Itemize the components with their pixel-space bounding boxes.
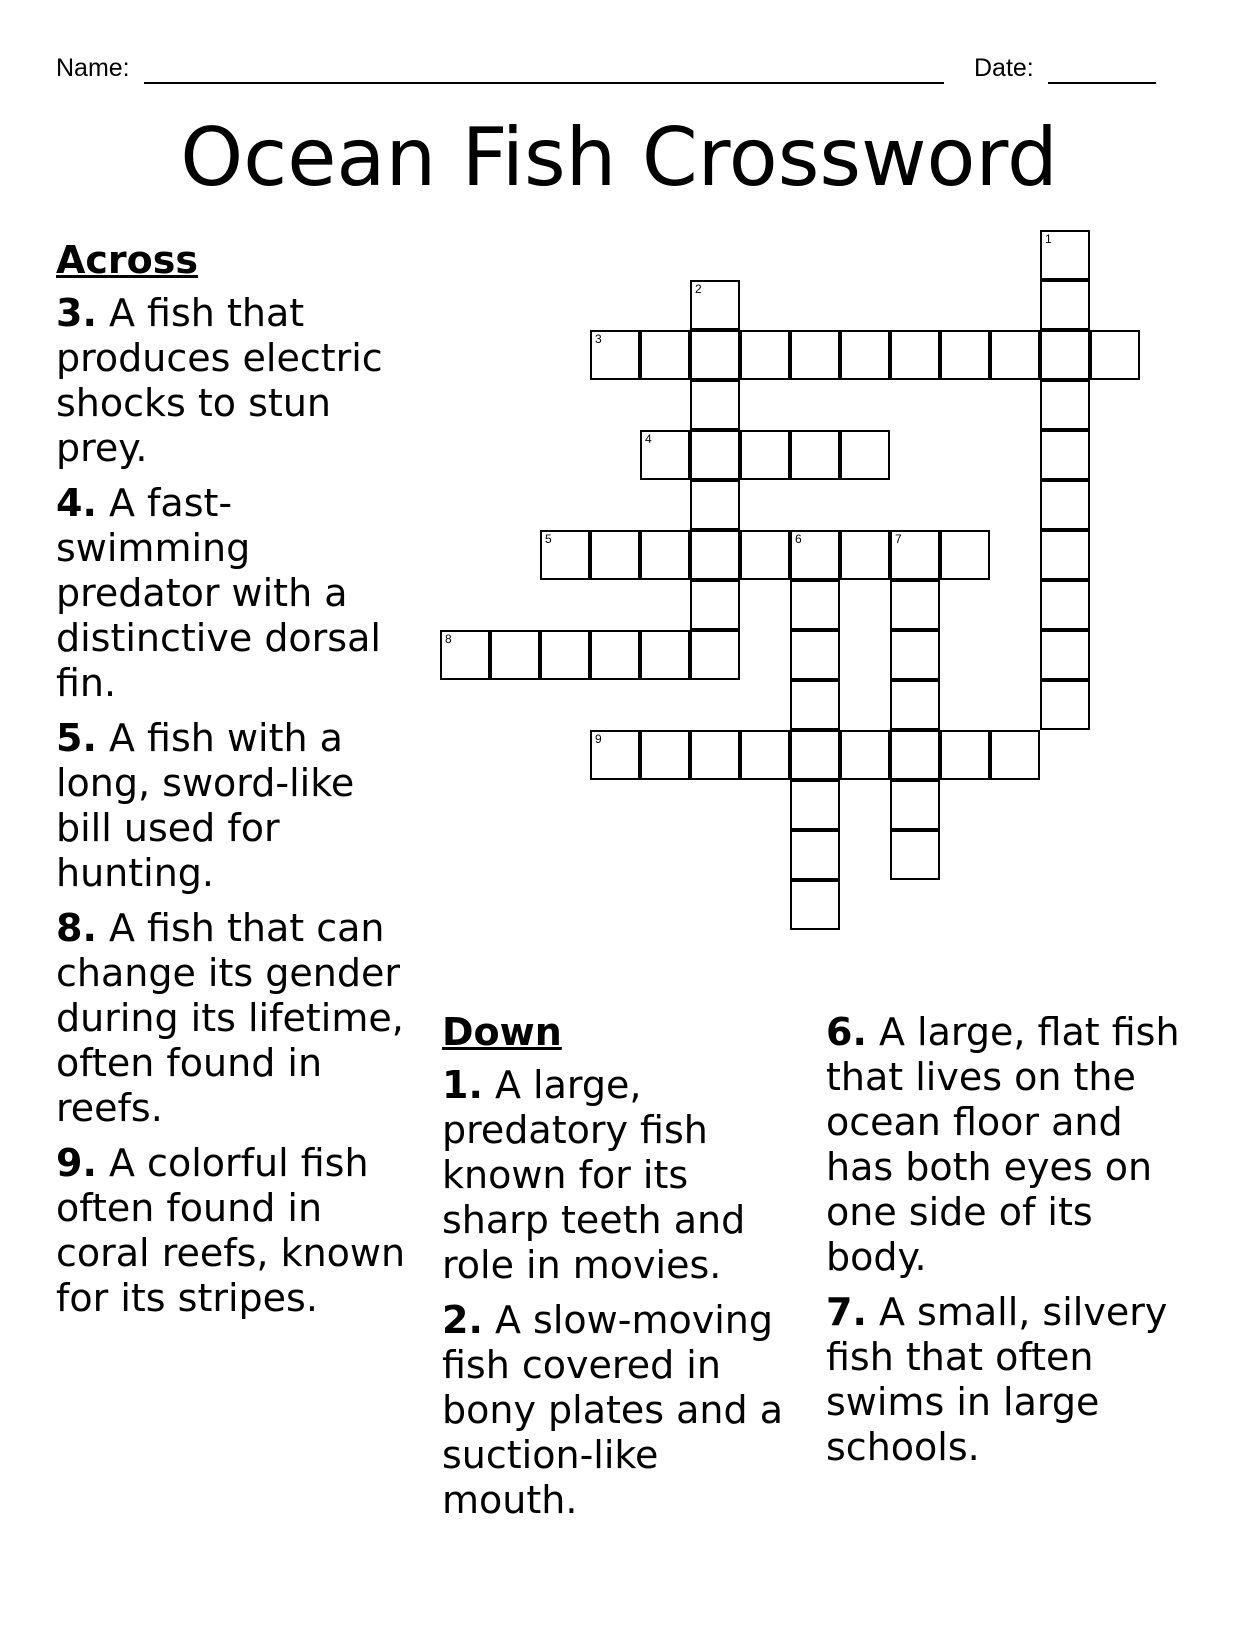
grid-cell[interactable] xyxy=(590,630,640,680)
down-clue xyxy=(442,1063,792,1288)
grid-cell[interactable] xyxy=(990,330,1040,380)
grid-cell[interactable] xyxy=(890,530,940,580)
grid-cell[interactable] xyxy=(640,730,690,780)
grid-cell[interactable] xyxy=(790,630,840,680)
clue-text: A large, predatory fish known for its sharp teeth and role in movies. xyxy=(442,1063,746,1287)
grid-cell[interactable] xyxy=(690,430,740,480)
across-clue xyxy=(56,906,416,1131)
grid-cell[interactable] xyxy=(690,280,740,330)
across-clue xyxy=(56,481,416,706)
clue-text: A slow-moving fish covered in bony plates and a suction-like mouth. xyxy=(442,1298,783,1522)
grid-cell[interactable] xyxy=(790,580,840,630)
clue-number: 3. xyxy=(56,291,97,335)
grid-cell[interactable] xyxy=(990,730,1040,780)
grid-cell[interactable] xyxy=(790,780,840,830)
grid-cell[interactable] xyxy=(640,630,690,680)
grid-cell[interactable] xyxy=(690,380,740,430)
grid-cell[interactable] xyxy=(690,480,740,530)
grid-cell[interactable] xyxy=(790,880,840,930)
grid-cell[interactable] xyxy=(440,630,490,680)
clue-text: A small, silvery fish that often swims in large schools. xyxy=(826,1290,1168,1469)
grid-cell[interactable] xyxy=(840,430,890,480)
clue-text: A large, flat fish that lives on the ocean floor and has both eyes on one side of its body. xyxy=(826,1010,1180,1279)
grid-cell[interactable] xyxy=(1040,630,1090,680)
clue-number: 6. xyxy=(826,1010,867,1054)
page-title: Ocean Fish Crossword xyxy=(180,111,1058,204)
grid-cell[interactable] xyxy=(1040,380,1090,430)
grid-cell[interactable] xyxy=(740,730,790,780)
grid-cell[interactable] xyxy=(790,830,840,880)
cell-number: 1 xyxy=(1045,232,1052,246)
across-heading: Across xyxy=(56,238,199,282)
grid-cell[interactable] xyxy=(640,530,690,580)
name-label: Name: xyxy=(56,54,130,82)
grid-cell[interactable] xyxy=(1040,680,1090,730)
header-row xyxy=(56,52,1166,92)
cell-number: 2 xyxy=(695,282,702,296)
across-clue xyxy=(56,716,416,896)
grid-cell[interactable] xyxy=(890,730,940,780)
grid-cell[interactable] xyxy=(540,530,590,580)
grid-cell[interactable] xyxy=(590,730,640,780)
grid-cell[interactable] xyxy=(1040,480,1090,530)
grid-cell[interactable] xyxy=(890,630,940,680)
grid-cell[interactable] xyxy=(740,530,790,580)
down-clue xyxy=(442,1298,792,1523)
grid-cell[interactable] xyxy=(690,630,740,680)
clue-number: 7. xyxy=(826,1290,867,1334)
grid-cell[interactable] xyxy=(1040,230,1090,280)
grid-cell[interactable] xyxy=(840,530,890,580)
clue-text: A fast-swimming predator with a distinctive dorsal fin. xyxy=(56,481,381,705)
cell-number: 3 xyxy=(595,332,602,346)
grid-cell[interactable] xyxy=(1040,430,1090,480)
grid-cell[interactable] xyxy=(1040,280,1090,330)
grid-cell[interactable] xyxy=(790,730,840,780)
grid-cell[interactable] xyxy=(790,530,840,580)
cell-number: 4 xyxy=(645,432,652,446)
clue-number: 1. xyxy=(442,1063,483,1107)
grid-cell[interactable] xyxy=(690,330,740,380)
grid-cell[interactable] xyxy=(790,680,840,730)
grid-cell[interactable] xyxy=(790,330,840,380)
clue-number: 8. xyxy=(56,906,97,950)
grid-cell[interactable] xyxy=(790,430,840,480)
down-clues-column-1 xyxy=(442,1010,792,1533)
clue-number: 4. xyxy=(56,481,97,525)
grid-cell[interactable] xyxy=(890,580,940,630)
grid-cell[interactable] xyxy=(890,830,940,880)
clue-number: 9. xyxy=(56,1141,97,1185)
across-clue xyxy=(56,291,416,471)
grid-cell[interactable] xyxy=(690,730,740,780)
grid-cell[interactable] xyxy=(890,330,940,380)
down-clues-column-2 xyxy=(826,1010,1186,1480)
clue-text: A fish that produces electric shocks to stun prey. xyxy=(56,291,383,470)
clue-number: 2. xyxy=(442,1298,483,1342)
grid-cell[interactable] xyxy=(940,330,990,380)
across-clues xyxy=(56,238,416,1331)
cell-number: 9 xyxy=(595,732,602,746)
grid-cell[interactable] xyxy=(590,330,640,380)
grid-cell[interactable] xyxy=(1090,330,1140,380)
grid-cell[interactable] xyxy=(840,330,890,380)
name-input-line[interactable] xyxy=(144,82,944,84)
grid-cell[interactable] xyxy=(740,430,790,480)
grid-cell[interactable] xyxy=(540,630,590,680)
grid-cell[interactable] xyxy=(940,530,990,580)
across-clue xyxy=(56,1141,416,1321)
date-input-line[interactable] xyxy=(1048,82,1156,84)
grid-cell[interactable] xyxy=(940,730,990,780)
down-heading: Down xyxy=(442,1010,562,1054)
grid-cell[interactable] xyxy=(840,730,890,780)
grid-cell[interactable] xyxy=(740,330,790,380)
clue-text: A fish with a long, sword-like bill used for hunting. xyxy=(56,716,355,895)
grid-cell[interactable] xyxy=(1040,530,1090,580)
cell-number: 6 xyxy=(795,532,802,546)
grid-cell[interactable] xyxy=(590,530,640,580)
grid-cell[interactable] xyxy=(690,530,740,580)
cell-number: 7 xyxy=(895,532,902,546)
grid-cell[interactable] xyxy=(890,680,940,730)
grid-cell[interactable] xyxy=(640,330,690,380)
grid-cell[interactable] xyxy=(690,580,740,630)
clue-text: A colorful fish often found in coral reefs, known for its stripes. xyxy=(56,1141,406,1320)
date-label: Date: xyxy=(974,54,1034,82)
down-clue xyxy=(826,1010,1186,1280)
cell-number: 8 xyxy=(445,632,452,646)
clue-number: 5. xyxy=(56,716,97,760)
cell-number: 5 xyxy=(545,532,552,546)
down-clue xyxy=(826,1290,1186,1470)
grid-cell[interactable] xyxy=(640,430,690,480)
grid-cell[interactable] xyxy=(890,780,940,830)
grid-cell[interactable] xyxy=(1040,580,1090,630)
clue-text: A fish that can change its gender during its lifetime, often found in reefs. xyxy=(56,906,404,1130)
grid-cell[interactable] xyxy=(1040,330,1090,380)
grid-cell[interactable] xyxy=(490,630,540,680)
